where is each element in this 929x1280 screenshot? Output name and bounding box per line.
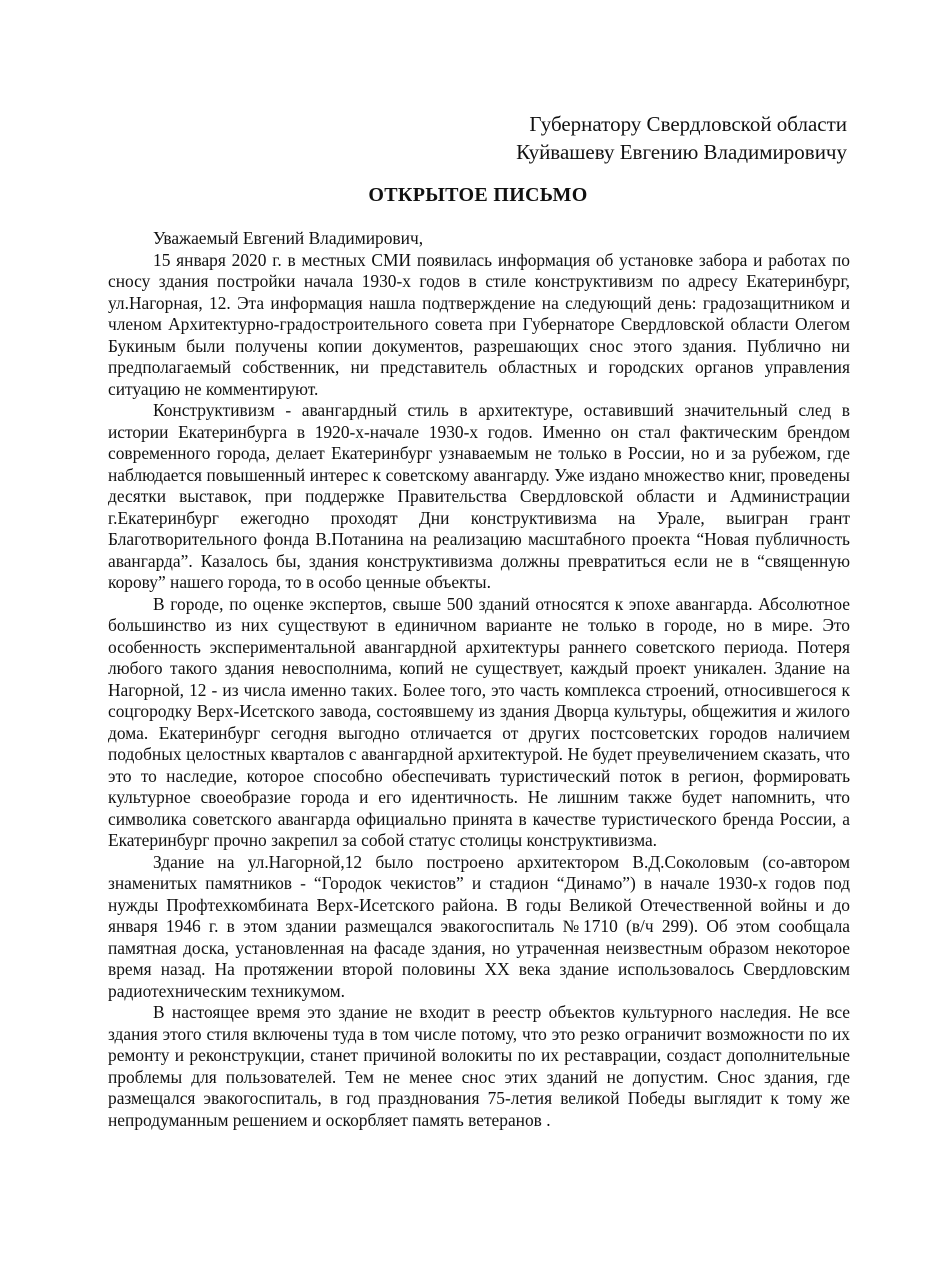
paragraph-3: В городе, по оценке экспертов, свыше 500 зданий относятся к эпохе авангарда. Абсолютное большинство из них существуют в единичном варианте не только в городе, но в мире. Это особенность экспериментальной авангардной архитектуры раннего советского периода. Потеря любого такого здания невосполнима, копий не существует, каждый проект уникален. Здание на Нагорной, 12 - из числа именно таких. Более того, это часть комплекса строений, относившегося к соцгородку Верх-Исетского завода, состоявшему из здания Дворца культуры, общежития и жилого дома. Екатеринбург сегодня выгодно отличается от других постсоветских городов наличием подобных целостных кварталов с авангардной архитектурой. Не будет преувеличением сказать, что это то наследие, которое способно обеспечивать туристический поток в регион, формировать культурное своеобразие города и его идентичность. Не лишним также будет напомнить, что символика советского авангарда официально принята в качестве туристического бренда России, а Екатеринбург прочно закрепил за собой статус столицы конструктивизма.	[108, 593, 850, 850]
addressee-title-line: Губернатору Свердловской области	[529, 112, 847, 136]
paragraph-1: 15 января 2020 г. в местных СМИ появилась информация об установке забора и работах по сносу здания постройки начала 1930-х годов в стиле конструктивизм по адресу Екатеринбург, ул.Нагорная, 12. Эта информация нашла подтверждение на следующий день: градозащитником и членом Архитектурно-градостроительного совета при Губернаторе Свердловской области Олегом Букиным были получены копии документов, разрешающих снос этого здания. Публично ни предполагаемый собственник, ни представитель областных и городских органов управления ситуацию не комментируют.	[108, 249, 850, 399]
addressee-block	[516, 110, 847, 166]
letter-body	[108, 228, 850, 1131]
salutation: Уважаемый Евгений Владимирович,	[153, 228, 424, 248]
addressee-name-line: Куйвашеву Евгению Владимировичу	[516, 140, 847, 164]
letter-title: ОТКРЫТОЕ ПИСЬМО	[368, 184, 588, 206]
paragraph-2: Конструктивизм - авангардный стиль в архитектуре, оставивший значительный след в истории Екатеринбурга в 1920-х-начале 1930-х годов. Именно он стал фактическим брендом современного города, делает Екатеринбург узнаваемым не только в России, но и за рубежом, где наблюдается повышенный интерес к советскому авангарду. Уже издано множество книг, проведены десятки выставок, при поддержке Правительства Свердловской области и Администрации г.Екатеринбург ежегодно проходят Дни конструктивизма на Урале, выигран грант Благотворительного фонда В.Потанина на реализацию масштабного проекта “Новая публичность авангарда”. Казалось бы, здания конструктивизма должны превратиться если не в “священную корову” нашего города, то в особо ценные объекты.	[108, 400, 850, 592]
paragraph-4: Здание на ул.Нагорной,12 было построено архитектором В.Д.Соколовым (со-автором знаменитых памятников - “Городок чекистов” и стадион “Динамо”) в начале 1930-х годов под нужды Профтехкомбината Верх-Исетского района. В годы Великой Отечественной войны и до января 1946 г. в этом здании размещался эвакогоспиталь №1710 (в/ч 299). Об этом сообщала памятная доска, установленная на фасаде здания, но утраченная неизвестным образом некоторое время назад. На протяжении второй половины XX века здание использовалось Свердловским радиотехническим техникумом.	[108, 851, 850, 1001]
paragraph-5: В настоящее время это здание не входит в реестр объектов культурного наследия. Не все здания этого стиля включены туда в том числе потому, что это резко ограничит возможности по их ремонту и реконструкции, станет причиной волокиты по их реставрации, создаст дополнительные проблемы для пользователей. Тем не менее снос этих зданий не допустим. Снос здания, где размещался эвакогоспиталь, в год празднования 75-летия великой Победы выглядит к тому же непродуманным решением и оскорбляет память ветеранов .	[108, 1002, 850, 1130]
